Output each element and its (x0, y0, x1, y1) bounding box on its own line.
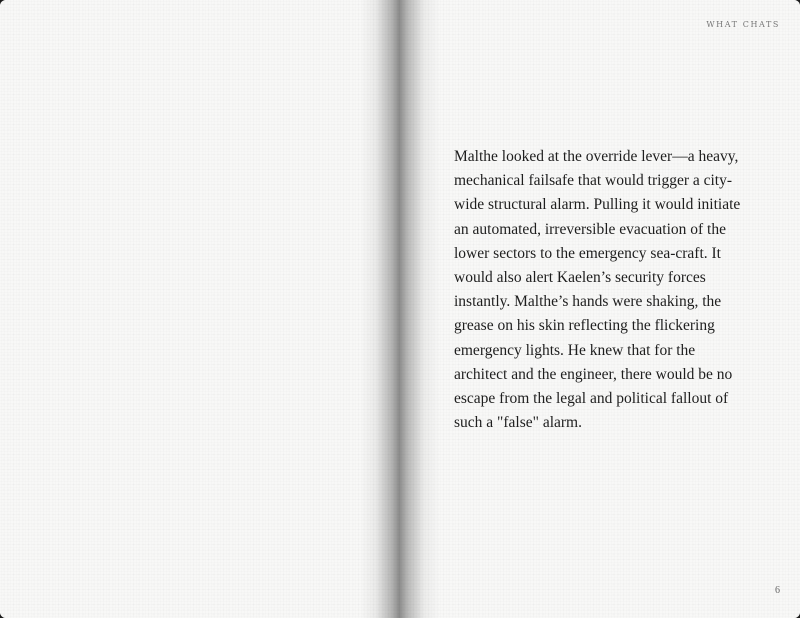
right-page (400, 0, 800, 618)
running-head: WHAT CHATS (706, 20, 780, 29)
page-number: 6 (775, 585, 780, 596)
body-paragraph: Malthe looked at the override lever—a heavy, mechanical failsafe that would trigger a city-wide structural alarm. Pulling it would initiate an automated, irreversible evacuation of the lower sectors to the emergency sea-craft. It would also alert Kaelen’s security forces instantly. Malthe’s hands were shaking, the grease on his skin reflecting the flickering emergency lights. He knew that for the architect and the engineer, there would be no escape from the legal and political fallout of such a "false" alarm. (454, 148, 741, 432)
